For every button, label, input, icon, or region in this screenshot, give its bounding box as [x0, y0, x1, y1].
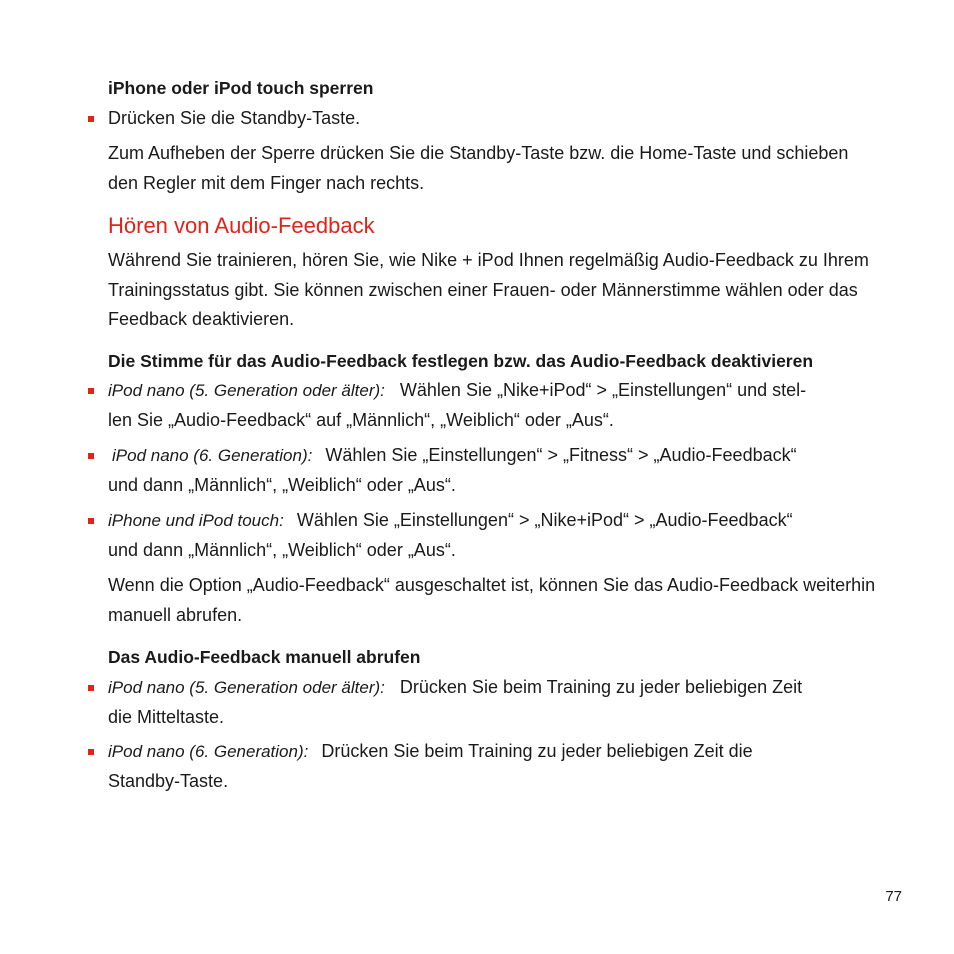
- instruction-line: und dann „Männlich“, „Weiblich“ oder „Aus“.: [108, 474, 456, 495]
- instruction-line: und dann „Männlich“, „Weiblich“ oder „Aus“.: [108, 539, 456, 560]
- bullet-marker: [88, 453, 94, 459]
- bullet-marker: [88, 116, 94, 122]
- device-label: iPod nano (6. Generation):: [108, 742, 309, 761]
- device-label: iPod nano (6. Generation):: [112, 446, 313, 465]
- section-title-lock: iPhone oder iPod touch sperren: [108, 78, 374, 98]
- list-item: [108, 441, 878, 500]
- bullet-marker: [88, 518, 94, 524]
- instruction-line: die Mitteltaste.: [108, 706, 225, 727]
- paragraph-unlock: Zum Aufheben der Sperre drücken Sie die Standby-Taste bzw. die Home-Taste und schieben den Regler mit dem Finger nach rechts.: [108, 143, 849, 193]
- intro-paragraph: Während Sie trainieren, hören Sie, wie Nike + iPod Ihnen regelmäßig Audio-Feedback zu Ihrem Trainingsstatus gibt. Sie können zwischen einer Frauen- oder Männerstimme wählen oder das Feedback deaktivieren.: [108, 250, 869, 329]
- section-title-manual: Das Audio-Feedback manuell abrufen: [108, 647, 421, 667]
- list-item: [108, 376, 878, 435]
- section-title-voice: Die Stimme für das Audio-Feedback festlegen bzw. das Audio-Feedback deaktivieren: [108, 351, 814, 371]
- note-paragraph: Wenn die Option „Audio-Feedback“ ausgeschaltet ist, können Sie das Audio-Feedback weiterhin manuell abrufen.: [108, 575, 876, 625]
- instruction-line: Wählen Sie „Einstellungen“ > „Nike+iPod“ > „Audio-Feedback“: [296, 510, 793, 530]
- device-label: iPod nano (5. Generation oder älter):: [108, 678, 385, 697]
- instruction-line: Drücken Sie beim Training zu jeder beliebigen Zeit die: [321, 741, 753, 761]
- instruction-line: Drücken Sie beim Training zu jeder beliebigen Zeit: [399, 677, 803, 697]
- device-label: iPhone und iPod touch:: [108, 511, 284, 530]
- list-item: [108, 506, 878, 565]
- list-item: [108, 737, 878, 796]
- bullet-marker: [88, 388, 94, 394]
- device-label: iPod nano (5. Generation oder älter):: [108, 381, 385, 400]
- section-heading: Hören von Audio-Feedback: [108, 213, 375, 238]
- page-number: 77: [885, 888, 902, 905]
- instruction-line: Standby-Taste.: [108, 770, 229, 791]
- bullet-marker: [88, 749, 94, 755]
- bullet-text-lock: Drücken Sie die Standby-Taste.: [108, 108, 361, 128]
- instruction-line: len Sie „Audio-Feedback“ auf „Männlich“, „Weiblich“ oder „Aus“.: [108, 409, 614, 430]
- instruction-line: Wählen Sie „Einstellungen“ > „Fitness“ > „Audio-Feedback“: [325, 445, 797, 465]
- instruction-line: Wählen Sie „Nike+iPod“ > „Einstellungen“ und stel-: [399, 380, 807, 400]
- bullet-marker: [88, 685, 94, 691]
- list-item: [108, 673, 878, 732]
